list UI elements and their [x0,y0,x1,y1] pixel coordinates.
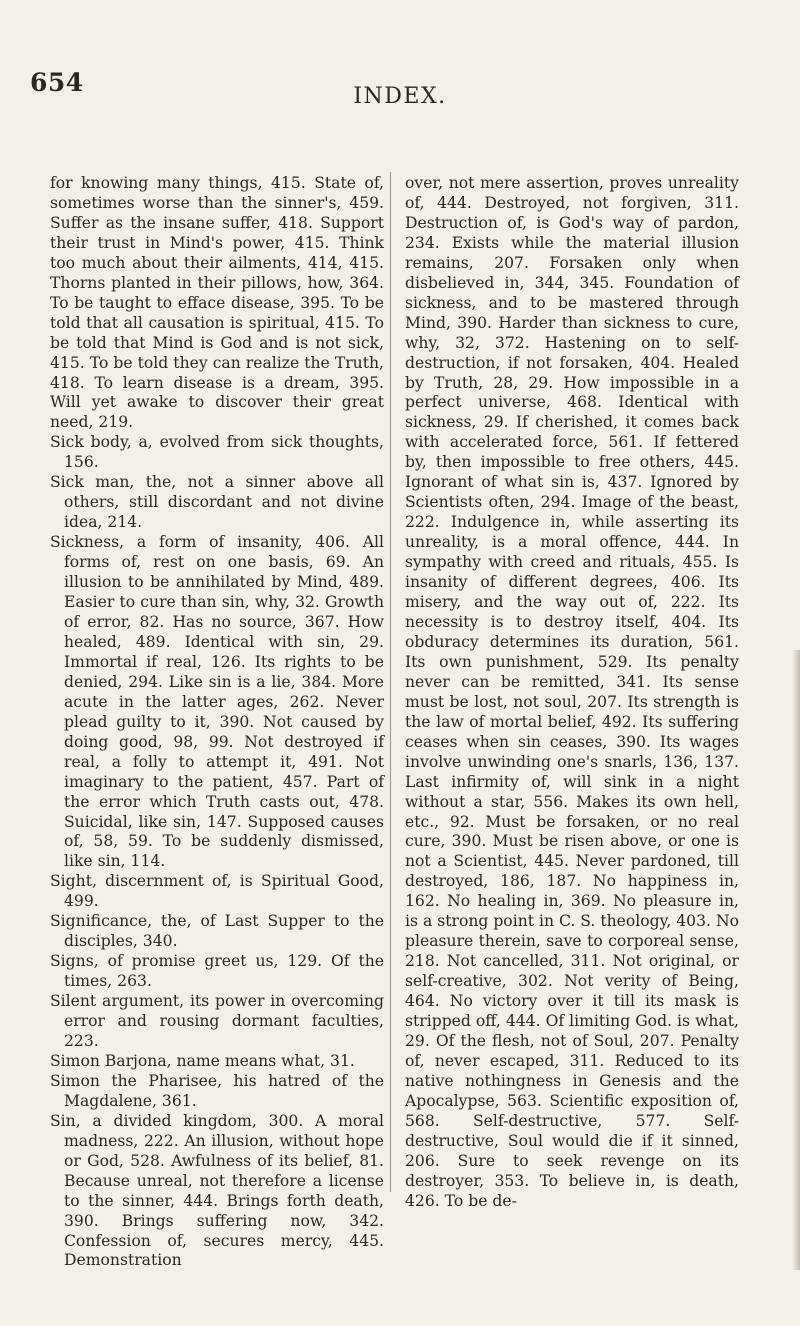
index-entry: Simon the Pharisee, his hatred of the Magdalene, 361. [50,1071,384,1110]
index-entry: Signs, of promise greet us, 129. Of the times, 263. [50,952,384,991]
index-entry: Sick man, the, not a sinner above all others, still discordant and not divine idea, 214. [50,473,384,532]
running-head: INDEX. [353,84,447,109]
index-entry: Sickness, a form of insanity, 406. All forms of, rest on one basis, 69. An illusion to be annihilated by Mind, 489. Easier to cure than sin, why, 32. Growth of error, 82. Has no source, 367. How healed, 489. Identical with sin, 29. Immortal if real, 126. Its rights to be denied, 294. Like sin is a lie, 384. More acute in the latter ages, 262. Never plead guilty to it, 390. Not caused by doing good, 98, 99. Not destroyed if real, a folly to attempt it, 491. Not imaginary to the patient, 457. Part of the error which Truth casts out, 478. Suicidal, like sin, 147. Supposed causes of, 58, 59. To be suddenly dismissed, like sin, 114. [50,533,384,871]
index-entry: Silent argument, its power in overcoming error and rousing dormant faculties, 223. [50,992,384,1050]
column-rule [390,172,391,1192]
index-entry: Sin, a divided kingdom, 300. A moral madness, 222. An illusion, without hope or God, 528. Awfulness of its belief, 81. Because unreal, not therefore a license to the sinner, 444. Brings forth death, 390. Brings suffering now, 342. Confession of, secures mercy, 445. Demonstration [50,1111,384,1270]
index-entry: Simon Barjona, name means what, 31. [50,1051,355,1070]
continued-entry: for knowing many things, 415. State of, sometimes worse than the sinner's, 459. Suffer as the insane suffer, 418. Support their trust in Mind's power, 415. Think too much about their ailments, 414, 415. Thorns planted in their pillows, how, 364. To be taught to efface disease, 395. To be told that all causation is spiritual, 415. To be told that Mind is God and is not sick, 415. To be told they can realize the Truth, 418. To learn disease is a dream, 395. Will yet awake to discover their great need, 219. [50,174,384,432]
index-entry: Sight, discernment of, is Spiritual Good, 499. [50,872,384,911]
page-number: 654 [30,68,84,97]
continued-entry: over, not mere assertion, proves unreality of, 444. Destroyed, not forgiven, 311. Destruction of, is God's way of pardon, 234. Exists while the material illusion remains, 207. Forsaken only when disbelieved in, 344, 345. Foundation of sickness, and to be mastered through Mind, 390. Harder than sickness to cure, why, 32, 372. Hastening on to self-destruction, if not forsaken, 404. Healed by Truth, 28, 29. How impossible in a perfect universe, 468. Identical with sickness, 29. If cherished, it comes back with accelerated force, 561. If fettered by, then impossible to free others, 445. Ignorant of what sin is, 437. Ignored by Scientists often, 294. Image of the beast, 222. Indulgence in, while asserting its unreality, is a moral offence, 444. In sympathy with creed and rituals, 455. Is insanity of different degrees, 406. Its misery, and the way out of, 222. Its necessity is to destroy itself, 404. Its obduracy determines its duration, 561. Its own punishment, 529. Its penalty never can be remitted, 341. Its sense must be lost, not soul, 207. Its strength is the law of mortal belief, 492. Its suffering ceases when sin ceases, 390. Its wages involve unwinding one's snarls, 136, 137. Last infirmity of, will sink in a night without a star, 556. Makes its own hell, etc., 92. Must be forsaken, or no real cure, 390. Must be risen above, or one is not a Scientist, 445. Never pardoned, till destroyed, 186, 187. No happiness in, 162. No healing in, 369. No pleasure in, is a strong point in C. S. theology, 403. No pleasure therein, save to corporeal sense, 218. Not cancelled, 311. Not original, or self-creative, 302. Not verity of Being, 464. No victory over it till its mask is stripped off, 444. Of limiting God. is what, 29. Of the flesh, not of Soul, 207. Penalty of, never escaped, 311. Reduced to its native nothingness in Genesis and the Apocalypse, 563. Scientific exposition of, 568. Self-destructive, 577. Self-destructive, Soul would die if it sinned, 206. Sure to seek revenge on its destroyer, 353. To believe in, is death, 426. To be de- [405,174,739,1210]
index-column-right [405,174,739,1212]
index-entry: Significance, the, of Last Supper to the disciples, 340. [50,912,384,951]
index-entry: Sick body, a, evolved from sick thoughts, 156. [50,433,384,472]
page-edge-shadow [792,650,800,1270]
index-column-left [50,174,384,1271]
